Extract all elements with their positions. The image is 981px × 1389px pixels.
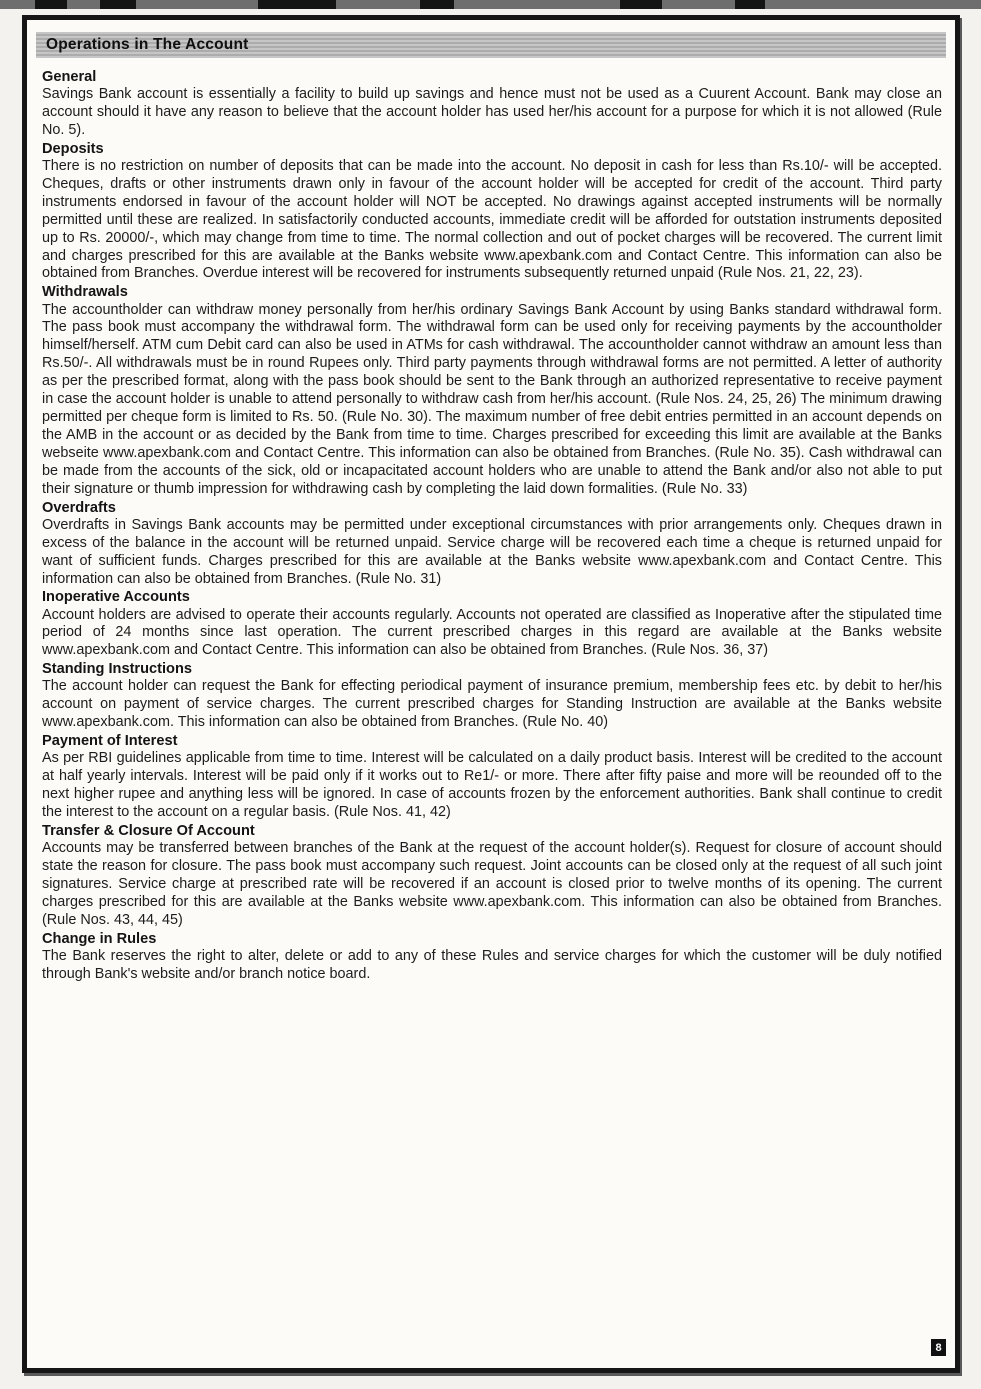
section-body-text: Overdrafts in Savings Bank accounts may be permitted under exceptional circumstances with prior arrangements only. Cheques drawn in excess of the balance in the account will be returned unpaid. Service charge will be recovered each time a cheque is returned unpaid for want of sufficient funds. Charges prescribed for this are available at the Banks website www.apexbank.com and Contact Centre. This information can also be obtained from Branches. (Rule No. 31) [42, 516, 942, 587]
section-change-in-rules [42, 930, 942, 984]
section-payment-of-interest [42, 732, 942, 822]
section-inoperative-accounts [42, 588, 942, 660]
section-withdrawals [42, 283, 942, 498]
scan-artifact-dash [258, 0, 336, 9]
page-title: Operations in The Account [46, 36, 249, 53]
section-body-text: The accountholder can withdraw money personally from her/his ordinary Savings Bank Account by using Banks standard withdrawal form. The pass book must accompany the withdrawal form. The withdrawal form can be used only for receiving payments by the accountholder himself/herself. ATM cum Debit card can also be used in ATMs for cash withdrawal. The accountholder cannot withdraw an amount less than Rs.50/-. All withdrawals must be in round Rupees only. Third party payments through withdrawal forms are not permitted. A letter of authority as per the prescribed format, along with the pass book should be sent to the Bank through an authorized representative to receive payment in case the account holder is unable to attend personally to withdraw cash from her/his account. (Rule Nos. 24, 25, 26) The minimum drawing permitted per cheque form is limited to Rs. 50. (Rule No. 30). The maximum number of free debit entries permitted in an account depends on the AMB in the account or as decided by the Bank from time to time. Charges prescribed for exceeding this limit are available at the Banks webseite www.apexbank.com and Contact Centre. This information can also be obtained from Branches. (Rule No. 35). Cash withdrawal can be made from the accounts of the sick, old or incapacitated account holders who are unable to attend the Bank and/or also not able to put their signature or thumb impression for withdrawing cash by completing the laid down formalities. (Rule No. 33) [42, 301, 942, 497]
section-deposits [42, 140, 942, 284]
section-heading: Standing Instructions [42, 661, 192, 678]
document-page-border [22, 15, 960, 1373]
scan-artifact-dash [420, 0, 454, 9]
scan-artifact-dash [620, 0, 662, 9]
section-body-text: As per RBI guidelines applicable from time to time. Interest will be calculated on a daily product basis. Interest will be credited to the account at half yearly intervals. Interest will be paid only if it works out to Re1/- or more. There after fifty paise and more will be reounded off to the next higher rupee and anything less will be ignored. In case of accounts frozen by the enforcement authorities. Bank shall continue to credit the interest to the account on a regular basis. (Rule Nos. 41, 42) [42, 750, 942, 820]
section-body-text: The Bank reserves the right to alter, delete or add to any of these Rules and service charges for which the customer will be duly notified through Bank's website and/or branch notice board. [42, 947, 942, 982]
section-body-text: There is no restriction on number of deposits that can be made into the account. No deposit in cash for less than Rs.10/- will be accepted. Cheques, drafts or other instruments drawn only in favour of the account holder will be accepted for credit of the account. Third party instruments endorsed in favour of the account holder will NOT be accepted. No drawings against accepted instruments will be normally permitted until these are realized. In satisfactorily conducted accounts, immediate credit will be afforded for outstation instruments deposited up to Rs. 20000/-, which may change from time to time. The normal collection and out of pocket charges will be recovered. The current limit and charges prescribed for this are available at the Banks website www.apexbank.com and Contact Centre. This information can also be obtained from Branches. Overdue interest will be recovered for instruments subsequently returned unpaid (Rule Nos. 21, 22, 23). [42, 157, 942, 282]
section-body-text: Accounts may be transferred between branches of the Bank at the request of the account holder(s). Request for closure of account should state the reason for closure. The pass book must accompany such request. Joint accounts can be closed only at the request of all such joint signatures. Service charge at prescribed rate will be recovered if an account is closed prior to twelve months of its opening. The current charges prescribed for this are available at the Banks website www.apexbank.com. This information can also be obtained from Branches. (Rule Nos. 43, 44, 45) [42, 840, 942, 928]
section-heading: Withdrawals [42, 284, 128, 301]
section-general [42, 68, 942, 140]
section-overdrafts [42, 499, 942, 589]
section-heading: Payment of Interest [42, 733, 178, 750]
section-body-text: Savings Bank account is essentially a facility to build up savings and hence must not be used as a Cuurent Account. Bank may close an account should it have any reason to believe that the account holder has used her/his account for a purpose for which it is not allowed (Rule No. 5). [42, 86, 942, 138]
section-heading: Inoperative Accounts [42, 589, 190, 606]
section-heading: Overdrafts [42, 499, 116, 516]
section-body-text: Account holders are advised to operate their accounts regularly. Accounts not operated are classified as Inoperative after the stipulated time period of 24 months since last operation. The current prescribed charges in this regard are available at the Banks website www.apexbank.com and Contact Centre. This information can also be obtained from Branches. (Rule Nos. 36, 37) [42, 606, 942, 659]
section-heading: General [42, 69, 97, 85]
page-number-badge: 8 [931, 1339, 946, 1356]
scan-artifact-top-strip [0, 0, 981, 9]
section-heading: Change in Rules [42, 930, 157, 947]
scan-artifact-dash [35, 0, 67, 9]
section-transfer-closure [42, 822, 942, 930]
scan-artifact-dash [735, 0, 765, 9]
scan-artifact-dash [100, 0, 136, 9]
document-body [27, 58, 955, 984]
section-standing-instructions [42, 660, 942, 732]
section-body-text: The account holder can request the Bank for effecting periodical payment of insurance premium, membership fees etc. by debit to her/his account on payment of service charges. The current prescribed charges for Standing Instruction are available at the Banks website www.apexbank.com. This information can also be obtained from Branches. (Rule No. 40) [42, 678, 942, 731]
section-heading: Transfer & Closure Of Account [42, 822, 255, 839]
section-heading: Deposits [42, 140, 104, 157]
section-header-bar [36, 32, 946, 58]
